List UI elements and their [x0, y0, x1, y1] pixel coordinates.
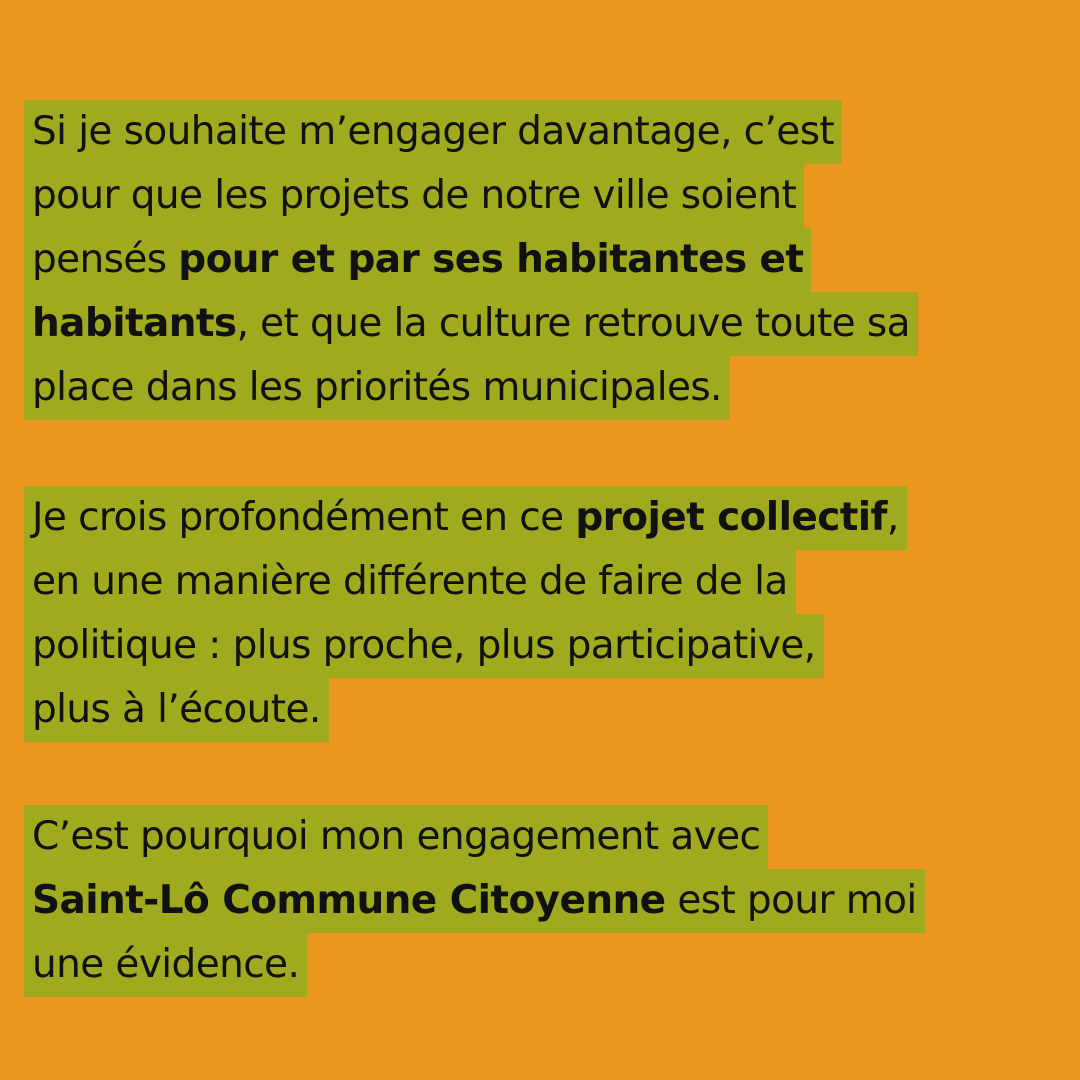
highlight-band	[24, 228, 811, 292]
text-segment: ,	[886, 495, 899, 540]
text-line	[24, 805, 1044, 869]
text-segment: une évidence.	[32, 942, 300, 987]
highlight-band	[24, 356, 730, 420]
text-line	[24, 228, 1044, 292]
text-segment: Si je souhaite m’engager davantage, c’est	[32, 109, 835, 154]
highlight-band	[24, 486, 907, 550]
text-segment: Je crois profondément en ce	[32, 495, 576, 540]
bold-text-segment: pour et par ses habitantes et	[178, 237, 804, 282]
highlight-band	[24, 933, 307, 997]
highlight-band	[24, 550, 796, 614]
text-line	[24, 678, 1044, 742]
paragraph-engagement	[24, 100, 1044, 420]
highlight-band	[24, 805, 768, 869]
text-segment: plus à l’écoute.	[32, 687, 321, 732]
highlight-band	[24, 614, 824, 678]
text-line	[24, 869, 1044, 933]
highlight-band	[24, 292, 918, 356]
text-segment: , et que la culture retrouve toute sa	[236, 301, 910, 346]
text-segment: C’est pourquoi mon engagement avec	[32, 814, 761, 859]
text-line	[24, 550, 1044, 614]
text-segment: en une manière différente de faire de la	[32, 559, 788, 604]
text-line	[24, 486, 1044, 550]
highlight-band	[24, 164, 804, 228]
text-line	[24, 614, 1044, 678]
text-line	[24, 164, 1044, 228]
highlight-band	[24, 678, 329, 742]
highlight-band	[24, 869, 925, 933]
text-line	[24, 292, 1044, 356]
bold-text-segment: projet collectif	[575, 495, 887, 540]
text-segment: place dans les priorités municipales.	[32, 365, 722, 410]
text-segment: est pour moi	[665, 878, 917, 923]
bold-text-segment: habitants	[32, 301, 237, 346]
text-line	[24, 933, 1044, 997]
highlight-band	[24, 100, 842, 164]
text-segment: politique : plus proche, plus participative,	[32, 623, 816, 668]
bold-text-segment: Saint-Lô Commune Citoyenne	[32, 878, 666, 923]
paragraph-conclusion	[24, 805, 1044, 997]
text-segment: pour que les projets de notre ville soient	[32, 173, 797, 218]
text-line	[24, 356, 1044, 420]
text-line	[24, 100, 1044, 164]
text-segment: pensés	[32, 237, 179, 282]
paragraph-collective-project	[24, 486, 1044, 742]
